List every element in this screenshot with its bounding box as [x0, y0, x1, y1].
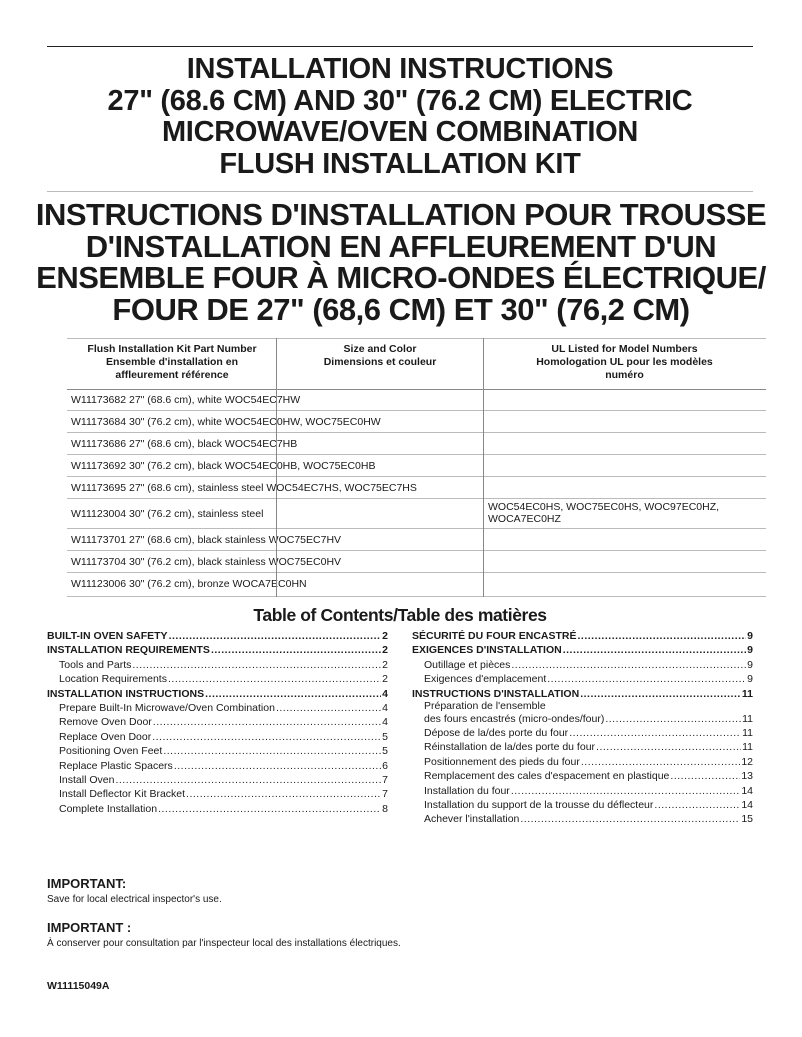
- row-part-text: W11173682 27" (68.6 cm), white WOC54EC7HW: [71, 394, 301, 406]
- row-part-text: W11173692 30" (76.2 cm), black WOC54EC0HB, WOC75EC0HB: [71, 460, 376, 472]
- toc-item-label: Installation du four: [424, 784, 510, 797]
- toc-item-label: Exigences d'emplacement: [424, 673, 547, 686]
- toc-item[interactable]: [47, 643, 388, 657]
- toc-leader-dots: [563, 643, 746, 657]
- toc-item-page: 7: [382, 788, 388, 801]
- toc-item[interactable]: [412, 726, 753, 740]
- toc-leader-dots: [174, 759, 381, 773]
- toc-item-page: 4: [382, 701, 388, 714]
- toc-item-page: 8: [382, 802, 388, 815]
- important-heading-en: IMPORTANT:: [47, 876, 127, 891]
- toc-leader-dots: [132, 658, 381, 672]
- toc-french: [412, 629, 753, 827]
- title-fr-line: ENSEMBLE FOUR À MICRO-ONDES ÉLECTRIQUE/: [36, 260, 766, 295]
- toc-item[interactable]: [412, 687, 753, 701]
- toc-item[interactable]: [47, 715, 388, 729]
- header-part-number-fr: Ensemble d'installation en affleurement référence: [105, 356, 239, 381]
- toc-item-label: Achever l'installation: [424, 813, 520, 826]
- toc-item-label: INSTALLATION REQUIREMENTS: [47, 644, 210, 657]
- toc-item-label: Complete Installation: [59, 802, 158, 815]
- toc-item-page: 9: [747, 673, 753, 686]
- toc-leader-dots: [578, 629, 747, 643]
- row-part-text: W11173704 30" (76.2 cm), black stainless WOC75EC0HV: [71, 556, 342, 568]
- important-heading-fr: IMPORTANT :: [47, 920, 132, 935]
- toc-item-page: 2: [382, 673, 388, 686]
- toc-leader-dots: [511, 784, 741, 798]
- toc-item[interactable]: [47, 687, 388, 701]
- toc-item-label: Positionnement des pieds du four: [424, 755, 580, 768]
- row-ul-models: WOC54EC0HS, WOC75EC0HS, WOC97EC0HZ, WOCA7EC0HZ: [488, 501, 720, 525]
- document-number: W11115049A: [47, 980, 110, 992]
- table-row: [67, 529, 766, 551]
- toc-item-page: 5: [382, 745, 388, 758]
- toc-english: [47, 629, 388, 816]
- toc-item-label: INSTALLATION INSTRUCTIONS: [47, 687, 205, 700]
- toc-leader-dots: [580, 687, 741, 701]
- toc-item-page: 9: [747, 644, 753, 657]
- header-part-number: [67, 343, 277, 382]
- toc-item[interactable]: [47, 629, 388, 643]
- toc-leader-dots: [511, 658, 746, 672]
- row-part-text: W11123006 30" (76.2 cm), bronze WOCA7EC0HN: [71, 578, 307, 590]
- toc-item-label: Installation du support de la trousse du déflecteur: [424, 798, 654, 811]
- toc-leader-dots: [276, 701, 381, 715]
- toc-item[interactable]: [47, 759, 388, 773]
- title-french: [20, 199, 782, 325]
- toc-item-label: Remplacement des cales d'espacement en plastique: [424, 770, 670, 783]
- toc-leader-dots: [670, 769, 740, 783]
- toc-item[interactable]: [47, 787, 388, 801]
- toc-heading: Table of Contents/Table des matières: [253, 605, 547, 625]
- toc-item[interactable]: [47, 802, 388, 816]
- toc-item[interactable]: [412, 769, 753, 783]
- title-divider: [47, 191, 753, 192]
- toc-item-page: 11: [742, 712, 753, 725]
- toc-leader-dots: [115, 773, 381, 787]
- toc-leader-dots: [581, 755, 740, 769]
- toc-item[interactable]: [412, 629, 753, 643]
- toc-item[interactable]: [412, 672, 753, 686]
- parts-table: [67, 338, 766, 598]
- toc-item-page: 14: [741, 798, 753, 811]
- toc-leader-dots: [163, 744, 381, 758]
- row-part-text: W11173701 27" (68.6 cm), black stainless WOC75EC7HV: [71, 534, 342, 546]
- toc-leader-dots: [152, 730, 381, 744]
- table-row: [67, 573, 766, 597]
- toc-item-page: 2: [382, 658, 388, 671]
- top-rule: [47, 46, 753, 47]
- toc-item[interactable]: [47, 730, 388, 744]
- toc-item-page: 9: [747, 630, 753, 642]
- title-en-line: MICROWAVE/OVEN COMBINATION: [161, 116, 639, 148]
- title-en-line: FLUSH INSTALLATION KIT: [219, 147, 581, 180]
- title-en-line: INSTALLATION INSTRUCTIONS: [186, 53, 614, 85]
- column-divider: [276, 338, 277, 597]
- toc-item-label: BUILT-IN OVEN SAFETY: [47, 630, 168, 642]
- toc-item[interactable]: [47, 773, 388, 787]
- toc-item[interactable]: [47, 744, 388, 758]
- toc-item-label: Remove Oven Door: [59, 716, 152, 729]
- toc-leader-dots: [520, 812, 740, 826]
- toc-item-label: Replace Plastic Spacers: [59, 759, 173, 772]
- toc-item-page: 4: [382, 716, 388, 729]
- toc-leader-dots: [153, 715, 381, 729]
- toc-item[interactable]: [412, 740, 753, 754]
- toc-item[interactable]: [412, 798, 753, 812]
- table-row: [67, 411, 766, 433]
- row-part-text: W11173684 30" (76.2 cm), white WOC54EC0HW, WOC75EC0HW: [71, 416, 381, 428]
- toc-leader-dots: [169, 629, 382, 643]
- toc-item-label: Location Requirements: [59, 673, 167, 686]
- header-size-color-en: Size and Color: [343, 343, 417, 355]
- table-row: [67, 477, 766, 499]
- toc-item[interactable]: [412, 658, 753, 672]
- parts-table-header: [67, 338, 766, 390]
- toc-item-label: Replace Oven Door: [59, 730, 152, 743]
- toc-item-label: Dépose de la/des porte du four: [424, 726, 569, 739]
- toc-leader-dots: [605, 712, 741, 726]
- toc-item-label: Install Deflector Kit Bracket: [59, 788, 186, 801]
- toc-item-label: des fours encastrés (micro-ondes/four): [424, 712, 605, 725]
- row-part-text: W11123004 30" (76.2 cm), stainless steel: [71, 508, 264, 520]
- header-ul-listed-en: UL Listed for Model Numbers: [551, 343, 698, 355]
- important-text-fr: À conserver pour consultation par l'inspecteur local des installations électriques.: [47, 938, 401, 949]
- table-row: [67, 499, 766, 529]
- toc-item-label-first: Préparation de l'ensemble: [424, 699, 546, 712]
- toc-leader-dots: [186, 787, 381, 801]
- toc-item-page: 4: [382, 687, 388, 700]
- header-size-color-fr: Dimensions et couleur: [323, 356, 437, 368]
- toc-item-label: EXIGENCES D'INSTALLATION: [412, 644, 562, 657]
- toc-leader-dots: [547, 672, 746, 686]
- toc-item-page: 11: [741, 687, 753, 700]
- toc-item[interactable]: [412, 812, 753, 826]
- toc-item-label: Install Oven: [59, 773, 115, 786]
- toc-item-page: 7: [382, 773, 388, 786]
- toc-item-page: 2: [382, 644, 388, 657]
- toc-item-label: Prepare Built-In Microwave/Oven Combination: [59, 701, 275, 714]
- header-ul-listed: [483, 343, 766, 382]
- toc-leader-dots: [654, 798, 740, 812]
- table-row: [67, 433, 766, 455]
- toc-leader-dots: [158, 802, 381, 816]
- toc-item-page: 14: [741, 784, 753, 797]
- toc-item-page: 11: [742, 726, 753, 739]
- title-fr-line: INSTRUCTIONS D'INSTALLATION POUR TROUSSE: [35, 197, 767, 232]
- header-ul-listed-fr: Homologation UL pour les modèles numéro: [536, 356, 713, 381]
- toc-item[interactable]: [47, 701, 388, 715]
- toc-item-label: Positioning Oven Feet: [59, 745, 163, 758]
- toc-item-label: SÉCURITÉ DU FOUR ENCASTRÉ: [412, 630, 577, 642]
- toc-item[interactable]: [412, 755, 753, 769]
- toc-item-page: 12: [741, 755, 753, 768]
- toc-item-page: 5: [382, 730, 388, 743]
- table-row: [67, 455, 766, 477]
- title-fr-line: FOUR DE 27" (68,6 CM) ET 30" (76,2 CM): [112, 291, 690, 327]
- toc-item-line: [424, 712, 753, 726]
- table-row: [67, 389, 766, 411]
- toc-leader-dots: [205, 687, 381, 701]
- title-fr-line: D'INSTALLATION EN AFFLEUREMENT D'UN: [85, 228, 717, 264]
- toc-item-label: Réinstallation de la/des porte du four: [424, 741, 596, 754]
- toc-item-label: Tools and Parts: [59, 658, 132, 671]
- title-en-line: 27" (68.6 CM) AND 30" (76.2 CM) ELECTRIC: [107, 84, 693, 117]
- toc-leader-dots: [596, 740, 741, 754]
- toc-item[interactable]: [47, 658, 388, 672]
- toc-item-page: 6: [382, 759, 388, 772]
- toc-item-page: 13: [741, 770, 753, 783]
- column-divider: [483, 338, 484, 597]
- toc-item-page: 9: [747, 658, 753, 671]
- toc-item-page: 2: [382, 630, 388, 642]
- header-size-color: [277, 343, 483, 369]
- toc-item-label: INSTRUCTIONS D'INSTALLATION: [412, 687, 580, 700]
- toc-item-label: Outillage et pièces: [424, 658, 511, 671]
- toc-item-page: 11: [742, 741, 753, 754]
- title-english: [47, 54, 753, 180]
- toc-item-page: 15: [741, 813, 753, 826]
- row-part-text: W11173695 27" (68.6 cm), stainless steel WOC54EC7HS, WOC75EC7HS: [71, 482, 417, 494]
- toc-item[interactable]: [412, 784, 753, 798]
- toc-item[interactable]: [412, 701, 753, 726]
- toc-item[interactable]: [412, 643, 753, 657]
- table-row: [67, 551, 766, 573]
- toc-leader-dots: [168, 672, 381, 686]
- important-text-en: Save for local electrical inspector's use.: [47, 894, 222, 905]
- header-part-number-en: Flush Installation Kit Part Number: [87, 343, 257, 355]
- toc-item[interactable]: [47, 672, 388, 686]
- row-part-text: W11173686 27" (68.6 cm), black WOC54EC7HB: [71, 438, 298, 450]
- toc-leader-dots: [211, 643, 381, 657]
- toc-leader-dots: [569, 726, 741, 740]
